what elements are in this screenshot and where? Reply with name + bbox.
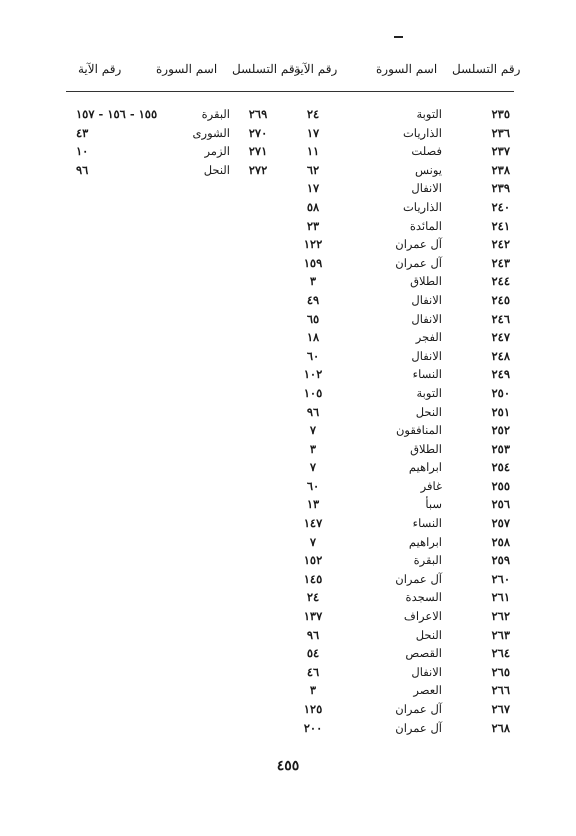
left-serial-cell: ٢٧١ bbox=[248, 144, 268, 159]
right-serial-cell: ٢٦٢ bbox=[491, 609, 510, 624]
right-serial-cell: ٢٥٢ bbox=[491, 423, 510, 438]
right-surah-cell: الفجر bbox=[415, 330, 442, 345]
right-surah-cell: الطلاق bbox=[410, 441, 442, 456]
right-ayah-cell: ١٨ bbox=[306, 330, 320, 345]
right-surah-cell: آل عمران bbox=[395, 702, 442, 716]
right-surah-cell: فصلت bbox=[411, 144, 442, 159]
right-serial-cell: ٢٣٩ bbox=[491, 181, 510, 196]
right-ayah-cell: ٤٦ bbox=[306, 664, 320, 679]
right-serial-cell: ٢٣٥ bbox=[491, 107, 510, 121]
right-ayah-cell: ٥٨ bbox=[306, 199, 320, 214]
right-serial-cell: ٢٤١ bbox=[491, 218, 510, 233]
right-surah-cell: الانفال bbox=[411, 292, 442, 307]
right-ayah-cell: ١٤٥ bbox=[303, 571, 323, 586]
right-ayah-cell: ١٢٢ bbox=[303, 237, 323, 252]
right-surah-cell: الانفال bbox=[411, 181, 442, 196]
right-serial-cell: ٢٦٦ bbox=[491, 683, 510, 698]
left-surah-cell: النحل bbox=[203, 162, 230, 177]
right-ayah-column bbox=[288, 105, 338, 737]
right-surah-cell: يونس bbox=[414, 162, 442, 177]
right-ayah-cell: ٢٠٠ bbox=[303, 720, 323, 735]
right-surah-cell: سبأ bbox=[425, 497, 442, 512]
right-ayah-cell: ٢٣ bbox=[306, 218, 320, 233]
right-surah-cell: الطلاق bbox=[410, 274, 442, 289]
right-serial-cell: ٢٤٨ bbox=[491, 348, 510, 363]
right-ayah-cell: ٧ bbox=[309, 423, 317, 438]
right-serial-cell: ٢٦٤ bbox=[491, 646, 510, 661]
right-serial-cell: ٢٤٣ bbox=[491, 255, 510, 270]
left-serial-cell: ٢٦٩ bbox=[248, 107, 268, 121]
right-ayah-cell: ١٠٢ bbox=[303, 367, 323, 382]
right-surah-cell: آل عمران bbox=[395, 237, 442, 252]
right-serial-cell: ٢٥٨ bbox=[491, 534, 510, 549]
right-ayah-cell: ١٠٥ bbox=[303, 385, 323, 400]
right-serial-cell: ٢٤٢ bbox=[491, 237, 510, 252]
right-serial-cell: ٢٦٨ bbox=[491, 720, 510, 735]
right-ayah-cell: ٩٦ bbox=[306, 404, 320, 419]
right-surah-cell: الذاريات bbox=[402, 199, 442, 214]
right-ayah-cell: ١١ bbox=[306, 144, 320, 159]
header-serial-right: رقم التسلسل bbox=[452, 62, 521, 76]
right-surah-cell: التوبة bbox=[416, 107, 442, 121]
right-serial-cell: ٢٤٦ bbox=[491, 311, 510, 326]
right-surah-cell: النحل bbox=[415, 404, 442, 419]
left-ayah-cell: ١٥٥ - ١٥٦ - ١٥٧ bbox=[76, 107, 158, 121]
header-ayah-left: رقم الآية bbox=[78, 62, 122, 76]
left-serial-cell: ٢٧٠ bbox=[248, 125, 268, 140]
right-serial-cell: ٢٤٤ bbox=[491, 274, 510, 289]
right-surah-cell: المنافقون bbox=[395, 423, 442, 438]
left-surah-cell: البقرة bbox=[201, 107, 230, 121]
right-surah-cell: المائدة bbox=[409, 218, 442, 233]
left-serial-column bbox=[233, 105, 283, 179]
right-serial-cell: ٢٥٧ bbox=[491, 516, 510, 531]
right-ayah-cell: ٧ bbox=[309, 534, 317, 549]
right-ayah-cell: ٥٤ bbox=[306, 646, 320, 661]
right-serial-cell: ٢٥١ bbox=[491, 404, 510, 419]
left-surah-cell: الشورى bbox=[192, 125, 230, 140]
right-surah-cell: السجدة bbox=[405, 590, 442, 605]
right-serial-cell: ٢٤٩ bbox=[491, 367, 510, 382]
right-ayah-cell: ١٣ bbox=[306, 497, 320, 512]
left-surah-column bbox=[160, 105, 230, 179]
right-ayah-cell: ١٧ bbox=[306, 181, 320, 196]
right-ayah-cell: ٢٤ bbox=[306, 590, 320, 605]
left-ayah-cell: ١٠ bbox=[76, 144, 89, 159]
right-surah-cell: الاعراف bbox=[403, 609, 442, 624]
right-surah-cell: القصص bbox=[405, 646, 442, 661]
right-serial-cell: ٢٥٥ bbox=[491, 478, 510, 493]
right-ayah-cell: ١٢٥ bbox=[303, 702, 323, 716]
right-ayah-cell: ٩٦ bbox=[306, 627, 320, 642]
right-ayah-cell: ٧ bbox=[309, 460, 317, 475]
right-serial-cell: ٢٣٦ bbox=[491, 125, 510, 140]
right-serial-cell: ٢٦١ bbox=[491, 590, 510, 605]
right-serial-cell: ٢٥٠ bbox=[491, 385, 510, 400]
right-serial-cell: ٢٣٨ bbox=[491, 162, 510, 177]
right-serial-cell: ٢٤٥ bbox=[491, 292, 510, 307]
right-ayah-cell: ٣ bbox=[309, 274, 317, 289]
header-ayah-right: رقم الآية bbox=[294, 62, 338, 76]
right-ayah-cell: ٣ bbox=[309, 683, 317, 698]
right-surah-cell: الانفال bbox=[411, 348, 442, 363]
right-surah-cell: آل عمران bbox=[395, 255, 442, 270]
header-rule bbox=[66, 91, 514, 92]
right-surah-cell: الانفال bbox=[411, 664, 442, 679]
right-serial-cell: ٢٦٧ bbox=[491, 702, 510, 716]
right-surah-cell: النساء bbox=[412, 516, 442, 531]
left-ayah-cell: ٩٦ bbox=[76, 162, 89, 177]
right-serial-column bbox=[470, 105, 510, 737]
right-ayah-cell: ١٥٩ bbox=[303, 255, 323, 270]
right-ayah-cell: ١٧ bbox=[306, 125, 320, 140]
right-ayah-cell: ٦٠ bbox=[306, 348, 320, 363]
right-ayah-cell: ٣ bbox=[309, 441, 317, 456]
right-ayah-cell: ٦٥ bbox=[306, 311, 320, 326]
right-serial-cell: ٢٤٧ bbox=[491, 330, 510, 345]
right-ayah-cell: ٢٤ bbox=[306, 107, 320, 121]
right-surah-cell: آل عمران bbox=[395, 571, 442, 586]
left-ayah-cell: ٤٣ bbox=[76, 125, 89, 140]
right-surah-column bbox=[362, 105, 442, 737]
right-surah-cell: البقرة bbox=[413, 553, 442, 568]
header-surah-left: اسم السورة bbox=[156, 62, 218, 76]
right-surah-cell: الذاريات bbox=[402, 125, 442, 140]
left-serial-cell: ٢٧٢ bbox=[248, 162, 268, 177]
right-ayah-cell: ٤٩ bbox=[306, 292, 320, 307]
right-ayah-cell: ٦٢ bbox=[306, 162, 320, 177]
right-ayah-cell: ١٥٢ bbox=[303, 553, 323, 568]
right-surah-cell: النساء bbox=[412, 367, 442, 382]
right-serial-cell: ٢٦٣ bbox=[491, 627, 510, 642]
header-surah-right: اسم السورة bbox=[376, 62, 438, 76]
right-serial-cell: ٢٥٣ bbox=[491, 441, 510, 456]
right-surah-cell: التوبة bbox=[416, 385, 442, 400]
left-ayah-column bbox=[76, 105, 164, 179]
right-serial-cell: ٢٥٩ bbox=[491, 553, 510, 568]
right-surah-cell: ابراهيم bbox=[408, 534, 442, 549]
right-ayah-cell: ١٣٧ bbox=[303, 609, 323, 624]
header-serial-left: رقم التسلسل bbox=[232, 62, 301, 76]
right-serial-cell: ٢٦٠ bbox=[491, 571, 510, 586]
right-serial-cell: ٢٦٥ bbox=[491, 664, 510, 679]
right-serial-cell: ٢٥٤ bbox=[491, 460, 510, 475]
left-surah-cell: الزمر bbox=[204, 144, 230, 159]
right-surah-cell: الانفال bbox=[411, 311, 442, 326]
right-surah-cell: ابراهيم bbox=[408, 460, 442, 475]
right-serial-cell: ٢٣٧ bbox=[491, 144, 510, 159]
right-serial-cell: ٢٤٠ bbox=[491, 199, 510, 214]
top-dash-mark bbox=[394, 36, 403, 38]
right-surah-cell: النحل bbox=[415, 627, 442, 642]
right-ayah-cell: ١٤٧ bbox=[303, 516, 323, 531]
right-ayah-cell: ٦٠ bbox=[306, 478, 320, 493]
right-surah-cell: غافر bbox=[420, 478, 442, 493]
right-serial-cell: ٢٥٦ bbox=[491, 497, 510, 512]
right-surah-cell: العصر bbox=[413, 683, 442, 698]
right-surah-cell: آل عمران bbox=[395, 720, 442, 735]
page-number: ٤٥٥ bbox=[276, 758, 300, 774]
